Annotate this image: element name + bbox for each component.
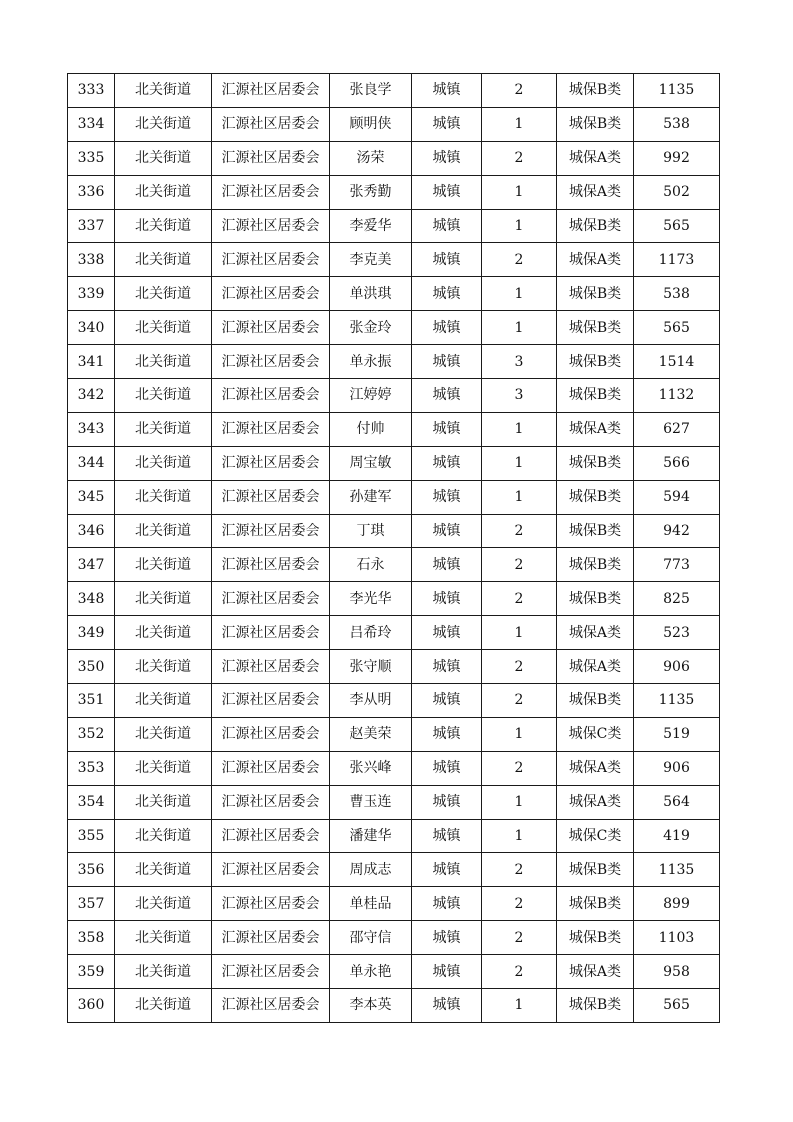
table-row [68,548,720,582]
cell-person-name: 赵美荣 [330,717,412,751]
cell-street: 北关街道 [115,819,212,853]
cell-area-type: 城镇 [412,650,482,684]
cell-area-type: 城镇 [412,887,482,921]
cell-person-name: 李克美 [330,243,412,277]
table-row [68,751,720,785]
cell-amount: 906 [634,751,720,785]
cell-household-size: 2 [482,650,557,684]
cell-area-type: 城镇 [412,989,482,1023]
cell-area-type: 城镇 [412,548,482,582]
cell-community: 汇源社区居委会 [212,209,330,243]
cell-street: 北关街道 [115,650,212,684]
cell-area-type: 城镇 [412,785,482,819]
cell-amount: 565 [634,209,720,243]
cell-person-name: 张金玲 [330,311,412,345]
table-row [68,311,720,345]
cell-street: 北关街道 [115,107,212,141]
table-row [68,480,720,514]
cell-area-type: 城镇 [412,412,482,446]
cell-row-number: 337 [68,209,115,243]
cell-person-name: 孙建军 [330,480,412,514]
cell-insurance-category: 城保C类 [557,819,634,853]
cell-insurance-category: 城保B类 [557,379,634,413]
table-row [68,175,720,209]
cell-community: 汇源社区居委会 [212,819,330,853]
table-row [68,74,720,108]
cell-amount: 1103 [634,921,720,955]
cell-household-size: 1 [482,446,557,480]
cell-area-type: 城镇 [412,514,482,548]
cell-amount: 1173 [634,243,720,277]
cell-street: 北关街道 [115,480,212,514]
cell-street: 北关街道 [115,74,212,108]
cell-person-name: 周宝敏 [330,446,412,480]
cell-area-type: 城镇 [412,311,482,345]
cell-area-type: 城镇 [412,175,482,209]
cell-household-size: 2 [482,514,557,548]
cell-row-number: 343 [68,412,115,446]
cell-person-name: 周成志 [330,853,412,887]
cell-community: 汇源社区居委会 [212,243,330,277]
cell-insurance-category: 城保A类 [557,243,634,277]
cell-row-number: 351 [68,684,115,718]
cell-person-name: 李爱华 [330,209,412,243]
cell-amount: 419 [634,819,720,853]
table-row [68,989,720,1023]
cell-person-name: 单永振 [330,345,412,379]
cell-community: 汇源社区居委会 [212,921,330,955]
cell-community: 汇源社区居委会 [212,853,330,887]
cell-household-size: 2 [482,582,557,616]
cell-household-size: 1 [482,175,557,209]
cell-person-name: 单洪琪 [330,277,412,311]
cell-insurance-category: 城保B类 [557,311,634,345]
cell-street: 北关街道 [115,141,212,175]
cell-household-size: 2 [482,921,557,955]
cell-amount: 538 [634,107,720,141]
cell-area-type: 城镇 [412,955,482,989]
cell-insurance-category: 城保B类 [557,684,634,718]
cell-community: 汇源社区居委会 [212,412,330,446]
cell-amount: 565 [634,989,720,1023]
cell-insurance-category: 城保B类 [557,480,634,514]
cell-row-number: 350 [68,650,115,684]
cell-community: 汇源社区居委会 [212,480,330,514]
cell-amount: 1514 [634,345,720,379]
cell-insurance-category: 城保B类 [557,514,634,548]
cell-community: 汇源社区居委会 [212,616,330,650]
cell-row-number: 352 [68,717,115,751]
cell-community: 汇源社区居委会 [212,582,330,616]
cell-household-size: 3 [482,379,557,413]
cell-insurance-category: 城保B类 [557,209,634,243]
cell-person-name: 李光华 [330,582,412,616]
cell-amount: 825 [634,582,720,616]
cell-household-size: 2 [482,141,557,175]
cell-insurance-category: 城保A类 [557,785,634,819]
table-row [68,243,720,277]
table-row [68,446,720,480]
cell-household-size: 1 [482,480,557,514]
cell-household-size: 2 [482,548,557,582]
cell-street: 北关街道 [115,921,212,955]
cell-area-type: 城镇 [412,480,482,514]
table-row [68,277,720,311]
cell-amount: 502 [634,175,720,209]
cell-community: 汇源社区居委会 [212,446,330,480]
cell-amount: 958 [634,955,720,989]
cell-street: 北关街道 [115,989,212,1023]
table-row [68,141,720,175]
cell-row-number: 349 [68,616,115,650]
cell-street: 北关街道 [115,548,212,582]
cell-insurance-category: 城保A类 [557,412,634,446]
cell-community: 汇源社区居委会 [212,684,330,718]
cell-insurance-category: 城保A类 [557,650,634,684]
cell-row-number: 360 [68,989,115,1023]
cell-insurance-category: 城保A类 [557,616,634,650]
cell-community: 汇源社区居委会 [212,107,330,141]
cell-row-number: 334 [68,107,115,141]
table-row [68,684,720,718]
cell-row-number: 359 [68,955,115,989]
cell-row-number: 357 [68,887,115,921]
cell-street: 北关街道 [115,514,212,548]
cell-row-number: 358 [68,921,115,955]
cell-row-number: 355 [68,819,115,853]
cell-person-name: 单桂品 [330,887,412,921]
cell-street: 北关街道 [115,446,212,480]
cell-household-size: 1 [482,107,557,141]
cell-area-type: 城镇 [412,717,482,751]
cell-amount: 564 [634,785,720,819]
cell-person-name: 邵守信 [330,921,412,955]
cell-insurance-category: 城保A类 [557,175,634,209]
table-row [68,616,720,650]
cell-household-size: 1 [482,412,557,446]
cell-area-type: 城镇 [412,446,482,480]
table-row [68,345,720,379]
cell-community: 汇源社区居委会 [212,175,330,209]
cell-area-type: 城镇 [412,921,482,955]
table-row [68,955,720,989]
cell-street: 北关街道 [115,582,212,616]
cell-insurance-category: 城保B类 [557,74,634,108]
cell-community: 汇源社区居委会 [212,514,330,548]
cell-amount: 519 [634,717,720,751]
cell-person-name: 江婷婷 [330,379,412,413]
cell-person-name: 李本英 [330,989,412,1023]
cell-community: 汇源社区居委会 [212,887,330,921]
cell-person-name: 潘建华 [330,819,412,853]
cell-household-size: 2 [482,887,557,921]
cell-amount: 1135 [634,853,720,887]
cell-insurance-category: 城保B类 [557,548,634,582]
cell-community: 汇源社区居委会 [212,650,330,684]
cell-household-size: 1 [482,616,557,650]
cell-street: 北关街道 [115,751,212,785]
cell-row-number: 345 [68,480,115,514]
cell-area-type: 城镇 [412,853,482,887]
cell-amount: 992 [634,141,720,175]
cell-community: 汇源社区居委会 [212,74,330,108]
cell-person-name: 石永 [330,548,412,582]
cell-row-number: 354 [68,785,115,819]
cell-insurance-category: 城保B类 [557,921,634,955]
cell-row-number: 338 [68,243,115,277]
table-row [68,107,720,141]
cell-household-size: 1 [482,717,557,751]
data-table [67,73,720,1023]
cell-area-type: 城镇 [412,751,482,785]
cell-household-size: 1 [482,277,557,311]
cell-insurance-category: 城保B类 [557,853,634,887]
cell-community: 汇源社区居委会 [212,751,330,785]
cell-insurance-category: 城保C类 [557,717,634,751]
cell-amount: 523 [634,616,720,650]
cell-person-name: 张兴峰 [330,751,412,785]
cell-row-number: 339 [68,277,115,311]
cell-row-number: 347 [68,548,115,582]
cell-area-type: 城镇 [412,107,482,141]
table-row [68,514,720,548]
cell-street: 北关街道 [115,345,212,379]
cell-street: 北关街道 [115,616,212,650]
table-row [68,717,720,751]
cell-amount: 942 [634,514,720,548]
cell-community: 汇源社区居委会 [212,379,330,413]
cell-area-type: 城镇 [412,243,482,277]
cell-amount: 627 [634,412,720,446]
cell-area-type: 城镇 [412,582,482,616]
cell-street: 北关街道 [115,277,212,311]
cell-amount: 566 [634,446,720,480]
cell-community: 汇源社区居委会 [212,955,330,989]
table-body [68,74,720,1023]
cell-household-size: 2 [482,853,557,887]
cell-person-name: 李从明 [330,684,412,718]
cell-community: 汇源社区居委会 [212,141,330,175]
cell-row-number: 348 [68,582,115,616]
cell-row-number: 333 [68,74,115,108]
cell-area-type: 城镇 [412,141,482,175]
table-row [68,412,720,446]
cell-row-number: 353 [68,751,115,785]
cell-insurance-category: 城保A类 [557,955,634,989]
cell-street: 北关街道 [115,955,212,989]
cell-household-size: 2 [482,955,557,989]
cell-amount: 538 [634,277,720,311]
table-row [68,785,720,819]
cell-area-type: 城镇 [412,345,482,379]
cell-street: 北关街道 [115,887,212,921]
cell-amount: 1135 [634,74,720,108]
cell-community: 汇源社区居委会 [212,311,330,345]
cell-person-name: 张守顺 [330,650,412,684]
cell-insurance-category: 城保B类 [557,345,634,379]
cell-area-type: 城镇 [412,819,482,853]
cell-person-name: 单永艳 [330,955,412,989]
cell-amount: 1132 [634,379,720,413]
cell-row-number: 340 [68,311,115,345]
cell-household-size: 3 [482,345,557,379]
cell-community: 汇源社区居委会 [212,717,330,751]
cell-street: 北关街道 [115,717,212,751]
table-row [68,819,720,853]
cell-household-size: 1 [482,819,557,853]
cell-person-name: 曹玉连 [330,785,412,819]
cell-household-size: 1 [482,311,557,345]
cell-street: 北关街道 [115,379,212,413]
cell-street: 北关街道 [115,785,212,819]
cell-street: 北关街道 [115,853,212,887]
cell-household-size: 2 [482,751,557,785]
cell-row-number: 356 [68,853,115,887]
cell-row-number: 341 [68,345,115,379]
cell-household-size: 1 [482,209,557,243]
cell-person-name: 顾明侠 [330,107,412,141]
cell-street: 北关街道 [115,684,212,718]
cell-street: 北关街道 [115,243,212,277]
cell-row-number: 335 [68,141,115,175]
table-row [68,379,720,413]
cell-community: 汇源社区居委会 [212,277,330,311]
cell-street: 北关街道 [115,311,212,345]
cell-amount: 906 [634,650,720,684]
cell-insurance-category: 城保B类 [557,277,634,311]
cell-household-size: 2 [482,243,557,277]
cell-person-name: 丁琪 [330,514,412,548]
cell-amount: 594 [634,480,720,514]
cell-area-type: 城镇 [412,616,482,650]
cell-person-name: 张良学 [330,74,412,108]
cell-row-number: 344 [68,446,115,480]
cell-insurance-category: 城保B类 [557,446,634,480]
cell-amount: 899 [634,887,720,921]
cell-insurance-category: 城保A类 [557,751,634,785]
cell-insurance-category: 城保B类 [557,582,634,616]
cell-street: 北关街道 [115,412,212,446]
cell-household-size: 1 [482,785,557,819]
cell-insurance-category: 城保B类 [557,989,634,1023]
cell-street: 北关街道 [115,175,212,209]
cell-community: 汇源社区居委会 [212,548,330,582]
cell-person-name: 张秀勤 [330,175,412,209]
cell-person-name: 吕希玲 [330,616,412,650]
cell-community: 汇源社区居委会 [212,345,330,379]
cell-insurance-category: 城保A类 [557,141,634,175]
cell-row-number: 346 [68,514,115,548]
table-container [67,73,719,1023]
cell-household-size: 2 [482,684,557,718]
cell-area-type: 城镇 [412,209,482,243]
cell-area-type: 城镇 [412,277,482,311]
table-row [68,582,720,616]
cell-household-size: 1 [482,989,557,1023]
table-row [68,209,720,243]
table-row [68,921,720,955]
cell-area-type: 城镇 [412,684,482,718]
cell-area-type: 城镇 [412,74,482,108]
cell-insurance-category: 城保B类 [557,887,634,921]
cell-row-number: 336 [68,175,115,209]
table-row [68,650,720,684]
cell-amount: 1135 [634,684,720,718]
cell-row-number: 342 [68,379,115,413]
cell-amount: 773 [634,548,720,582]
cell-area-type: 城镇 [412,379,482,413]
cell-street: 北关街道 [115,209,212,243]
table-row [68,853,720,887]
cell-amount: 565 [634,311,720,345]
cell-community: 汇源社区居委会 [212,989,330,1023]
cell-community: 汇源社区居委会 [212,785,330,819]
cell-household-size: 2 [482,74,557,108]
cell-person-name: 付帅 [330,412,412,446]
cell-insurance-category: 城保B类 [557,107,634,141]
cell-person-name: 汤荣 [330,141,412,175]
table-row [68,887,720,921]
